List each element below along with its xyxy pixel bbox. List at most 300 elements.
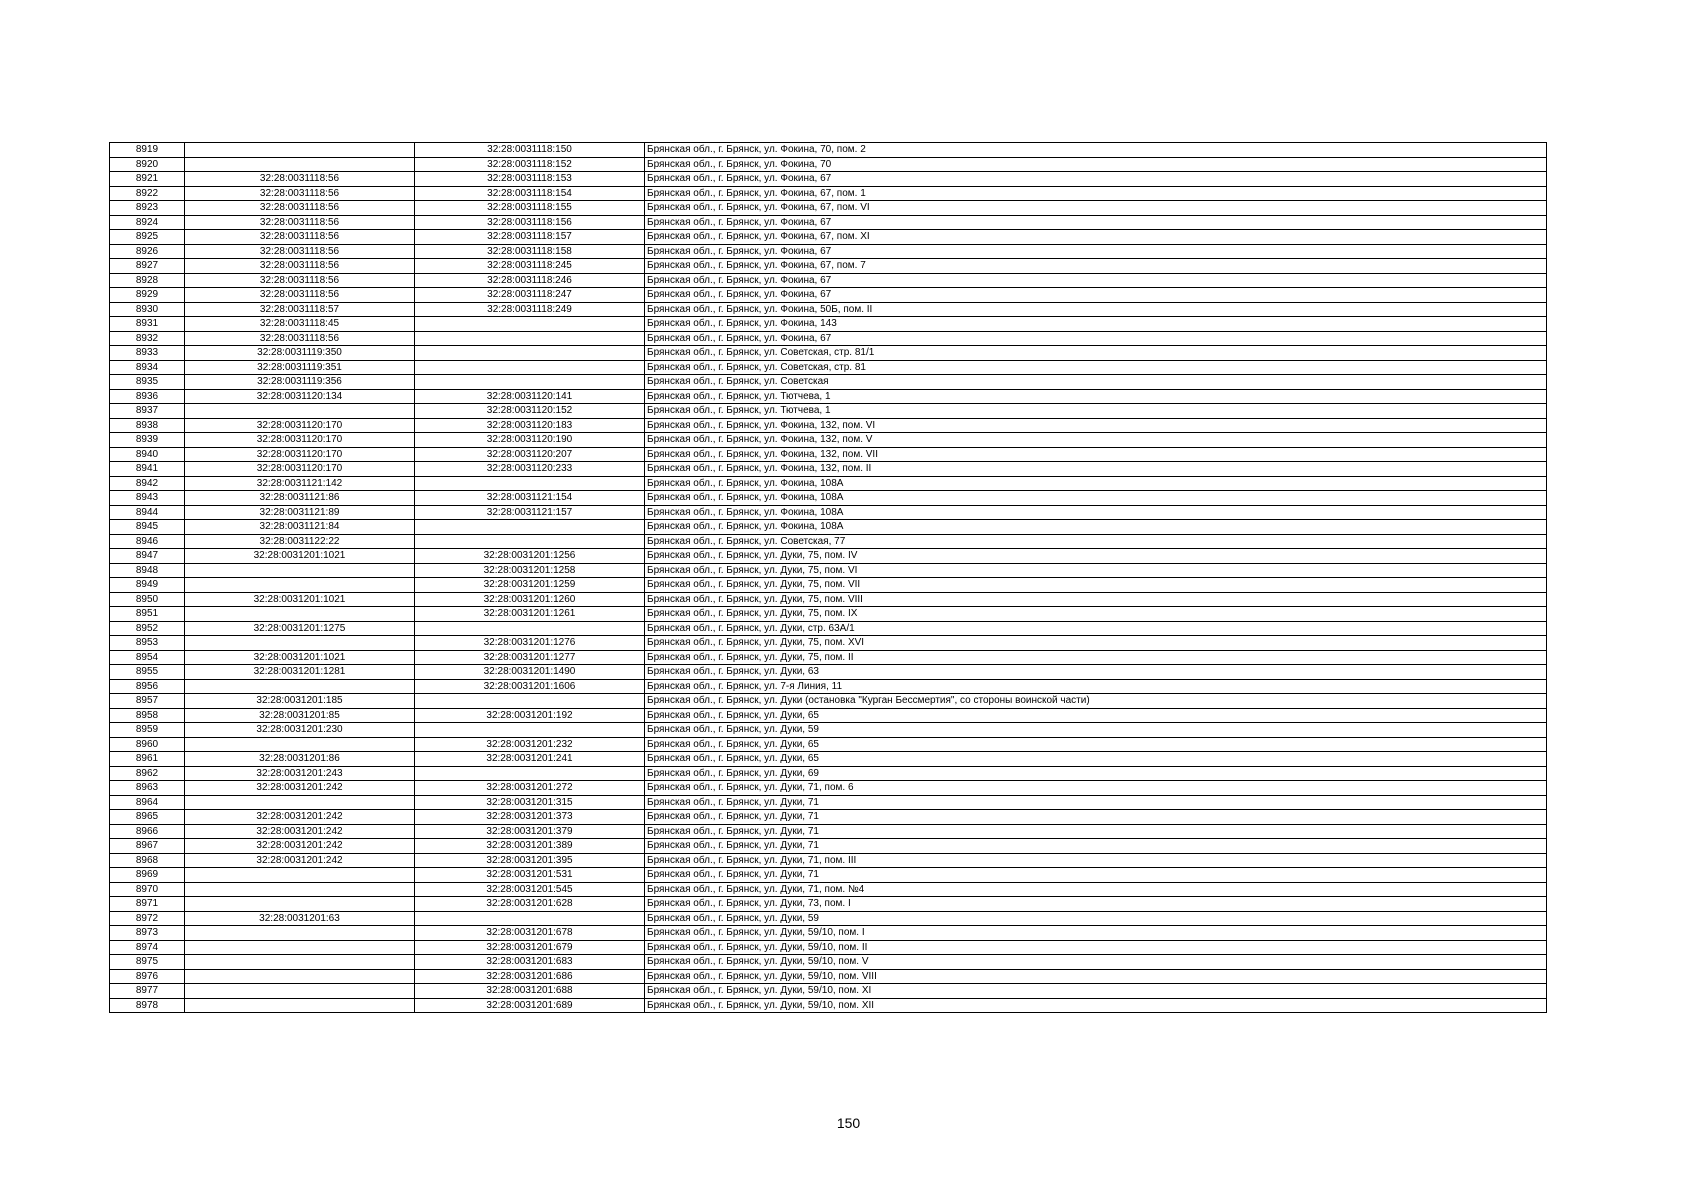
cadastral-number-cell: 32:28:0031120:141: [415, 389, 645, 404]
row-number-cell: 8927: [110, 259, 185, 274]
table-row: [110, 984, 1547, 999]
table-row: [110, 346, 1547, 361]
row-number-cell: 8958: [110, 708, 185, 723]
row-number-cell: 8974: [110, 940, 185, 955]
parent-cadastral-cell: 32:28:0031118:56: [185, 259, 415, 274]
parent-cadastral-cell: [185, 897, 415, 912]
row-number-cell: 8937: [110, 404, 185, 419]
row-number-cell: 8952: [110, 621, 185, 636]
address-cell: Брянская обл., г. Брянск, ул. Тютчева, 1: [645, 404, 1547, 419]
cadastral-number-cell: 32:28:0031201:628: [415, 897, 645, 912]
table-row: [110, 853, 1547, 868]
cadastral-number-cell: 32:28:0031201:545: [415, 882, 645, 897]
table-row: [110, 592, 1547, 607]
address-cell: Брянская обл., г. Брянск, ул. Фокина, 132, пом. II: [645, 462, 1547, 477]
cadastral-number-cell: 32:28:0031201:531: [415, 868, 645, 883]
cadastral-number-cell: 32:28:0031201:241: [415, 752, 645, 767]
table-row: [110, 215, 1547, 230]
cadastral-number-cell: [415, 723, 645, 738]
parent-cadastral-cell: 32:28:0031201:242: [185, 853, 415, 868]
address-cell: Брянская обл., г. Брянск, ул. Фокина, 108А: [645, 520, 1547, 535]
row-number-cell: 8976: [110, 969, 185, 984]
cadastral-number-cell: 32:28:0031118:155: [415, 201, 645, 216]
parent-cadastral-cell: [185, 969, 415, 984]
cadastral-number-cell: 32:28:0031118:158: [415, 244, 645, 259]
parent-cadastral-cell: 32:28:0031118:56: [185, 172, 415, 187]
table-row: [110, 955, 1547, 970]
parent-cadastral-cell: [185, 157, 415, 172]
parent-cadastral-cell: [185, 578, 415, 593]
parent-cadastral-cell: [185, 795, 415, 810]
table-row: [110, 810, 1547, 825]
table-row: [110, 926, 1547, 941]
parent-cadastral-cell: 32:28:0031119:351: [185, 360, 415, 375]
cadastral-table-body: [110, 143, 1547, 1013]
cadastral-number-cell: [415, 621, 645, 636]
cadastral-number-cell: 32:28:0031201:379: [415, 824, 645, 839]
cadastral-number-cell: 32:28:0031201:395: [415, 853, 645, 868]
row-number-cell: 8962: [110, 766, 185, 781]
cadastral-number-cell: 32:28:0031118:249: [415, 302, 645, 317]
table-row: [110, 723, 1547, 738]
address-cell: Брянская обл., г. Брянск, ул. Дуки, 71: [645, 795, 1547, 810]
table-row: [110, 940, 1547, 955]
row-number-cell: 8949: [110, 578, 185, 593]
row-number-cell: 8951: [110, 607, 185, 622]
parent-cadastral-cell: 32:28:0031201:1021: [185, 592, 415, 607]
address-cell: Брянская обл., г. Брянск, ул. Советская: [645, 375, 1547, 390]
row-number-cell: 8955: [110, 665, 185, 680]
parent-cadastral-cell: 32:28:0031201:1275: [185, 621, 415, 636]
row-number-cell: 8932: [110, 331, 185, 346]
parent-cadastral-cell: 32:28:0031201:230: [185, 723, 415, 738]
cadastral-number-cell: 32:28:0031120:207: [415, 447, 645, 462]
row-number-cell: 8973: [110, 926, 185, 941]
address-cell: Брянская обл., г. Брянск, ул. Фокина, 132, пом. VI: [645, 418, 1547, 433]
cadastral-number-cell: 32:28:0031201:1277: [415, 650, 645, 665]
address-cell: Брянская обл., г. Брянск, ул. Фокина, 67: [645, 172, 1547, 187]
row-number-cell: 8946: [110, 534, 185, 549]
row-number-cell: 8926: [110, 244, 185, 259]
cadastral-number-cell: [415, 331, 645, 346]
row-number-cell: 8950: [110, 592, 185, 607]
table-row: [110, 752, 1547, 767]
table-row: [110, 433, 1547, 448]
row-number-cell: 8944: [110, 505, 185, 520]
address-cell: Брянская обл., г. Брянск, ул. Советская, стр. 81: [645, 360, 1547, 375]
table-row: [110, 969, 1547, 984]
cadastral-number-cell: 32:28:0031201:373: [415, 810, 645, 825]
cadastral-number-cell: [415, 520, 645, 535]
parent-cadastral-cell: 32:28:0031119:350: [185, 346, 415, 361]
table-row: [110, 868, 1547, 883]
row-number-cell: 8971: [110, 897, 185, 912]
row-number-cell: 8947: [110, 549, 185, 564]
address-cell: Брянская обл., г. Брянск, ул. Фокина, 67: [645, 331, 1547, 346]
row-number-cell: 8968: [110, 853, 185, 868]
address-cell: Брянская обл., г. Брянск, ул. Фокина, 108А: [645, 491, 1547, 506]
parent-cadastral-cell: 32:28:0031118:45: [185, 317, 415, 332]
address-cell: Брянская обл., г. Брянск, ул. Дуки, 59/10, пом. I: [645, 926, 1547, 941]
row-number-cell: 8969: [110, 868, 185, 883]
address-cell: Брянская обл., г. Брянск, ул. Дуки, 69: [645, 766, 1547, 781]
address-cell: Брянская обл., г. Брянск, ул. Дуки, 71: [645, 839, 1547, 854]
row-number-cell: 8922: [110, 186, 185, 201]
parent-cadastral-cell: 32:28:0031118:56: [185, 288, 415, 303]
parent-cadastral-cell: [185, 926, 415, 941]
cadastral-number-cell: 32:28:0031120:183: [415, 418, 645, 433]
table-row: [110, 244, 1547, 259]
parent-cadastral-cell: [185, 636, 415, 651]
row-number-cell: 8977: [110, 984, 185, 999]
table-row: [110, 143, 1547, 158]
address-cell: Брянская обл., г. Брянск, ул. Фокина, 50Б, пом. II: [645, 302, 1547, 317]
table-row: [110, 317, 1547, 332]
parent-cadastral-cell: 32:28:0031120:170: [185, 462, 415, 477]
cadastral-number-cell: 32:28:0031201:1261: [415, 607, 645, 622]
parent-cadastral-cell: 32:28:0031120:170: [185, 447, 415, 462]
cadastral-number-cell: 32:28:0031118:152: [415, 157, 645, 172]
cadastral-number-cell: 32:28:0031201:1606: [415, 679, 645, 694]
parent-cadastral-cell: 32:28:0031201:86: [185, 752, 415, 767]
cadastral-number-cell: 32:28:0031118:247: [415, 288, 645, 303]
parent-cadastral-cell: 32:28:0031201:185: [185, 694, 415, 709]
table-row: [110, 505, 1547, 520]
address-cell: Брянская обл., г. Брянск, ул. Фокина, 108А: [645, 505, 1547, 520]
cadastral-number-cell: [415, 476, 645, 491]
address-cell: Брянская обл., г. Брянск, ул. Дуки, 75, пом. IV: [645, 549, 1547, 564]
cadastral-number-cell: 32:28:0031201:232: [415, 737, 645, 752]
row-number-cell: 8963: [110, 781, 185, 796]
row-number-cell: 8943: [110, 491, 185, 506]
table-row: [110, 172, 1547, 187]
cadastral-number-cell: [415, 346, 645, 361]
address-cell: Брянская обл., г. Брянск, ул. Фокина, 67: [645, 288, 1547, 303]
table-row: [110, 331, 1547, 346]
cadastral-number-cell: 32:28:0031201:315: [415, 795, 645, 810]
row-number-cell: 8919: [110, 143, 185, 158]
row-number-cell: 8925: [110, 230, 185, 245]
table-row: [110, 998, 1547, 1013]
parent-cadastral-cell: 32:28:0031118:56: [185, 215, 415, 230]
page-number: 150: [836, 1115, 861, 1131]
cadastral-number-cell: [415, 375, 645, 390]
address-cell: Брянская обл., г. Брянск, ул. Фокина, 132, пом. V: [645, 433, 1547, 448]
cadastral-number-cell: [415, 694, 645, 709]
address-cell: Брянская обл., г. Брянск, ул. Фокина, 67, пом. VI: [645, 201, 1547, 216]
parent-cadastral-cell: 32:28:0031121:142: [185, 476, 415, 491]
row-number-cell: 8975: [110, 955, 185, 970]
table-row: [110, 259, 1547, 274]
parent-cadastral-cell: 32:28:0031119:356: [185, 375, 415, 390]
address-cell: Брянская обл., г. Брянск, ул. Фокина, 67, пом. 7: [645, 259, 1547, 274]
address-cell: Брянская обл., г. Брянск, ул. Советская, 77: [645, 534, 1547, 549]
address-cell: Брянская обл., г. Брянск, ул. Дуки, 75, пом. VII: [645, 578, 1547, 593]
parent-cadastral-cell: 32:28:0031201:242: [185, 810, 415, 825]
table-row: [110, 302, 1547, 317]
cadastral-number-cell: [415, 534, 645, 549]
parent-cadastral-cell: [185, 737, 415, 752]
address-cell: Брянская обл., г. Брянск, ул. Дуки, 75, пом. II: [645, 650, 1547, 665]
parent-cadastral-cell: 32:28:0031201:1021: [185, 549, 415, 564]
parent-cadastral-cell: 32:28:0031118:56: [185, 331, 415, 346]
table-row: [110, 230, 1547, 245]
cadastral-number-cell: 32:28:0031201:678: [415, 926, 645, 941]
parent-cadastral-cell: 32:28:0031201:1281: [185, 665, 415, 680]
cadastral-number-cell: [415, 766, 645, 781]
table-row: [110, 447, 1547, 462]
row-number-cell: 8956: [110, 679, 185, 694]
parent-cadastral-cell: 32:28:0031201:1021: [185, 650, 415, 665]
address-cell: Брянская обл., г. Брянск, ул. Дуки, 71: [645, 868, 1547, 883]
address-cell: Брянская обл., г. Брянск, ул. Дуки, 59/10, пом. II: [645, 940, 1547, 955]
address-cell: Брянская обл., г. Брянск, ул. Фокина, 70: [645, 157, 1547, 172]
cadastral-number-cell: 32:28:0031201:689: [415, 998, 645, 1013]
table-row: [110, 491, 1547, 506]
address-cell: Брянская обл., г. Брянск, ул. Дуки, 71: [645, 824, 1547, 839]
row-number-cell: 8930: [110, 302, 185, 317]
cadastral-number-cell: 32:28:0031201:1490: [415, 665, 645, 680]
address-cell: Брянская обл., г. Брянск, ул. Дуки, 75, пом. XVI: [645, 636, 1547, 651]
table-row: [110, 650, 1547, 665]
row-number-cell: 8931: [110, 317, 185, 332]
cadastral-number-cell: [415, 360, 645, 375]
table-row: [110, 679, 1547, 694]
cadastral-number-cell: 32:28:0031201:272: [415, 781, 645, 796]
table-row: [110, 824, 1547, 839]
parent-cadastral-cell: 32:28:0031121:84: [185, 520, 415, 535]
row-number-cell: 8954: [110, 650, 185, 665]
address-cell: Брянская обл., г. Брянск, ул. Дуки, стр. 63А/1: [645, 621, 1547, 636]
parent-cadastral-cell: 32:28:0031118:56: [185, 273, 415, 288]
cadastral-number-cell: 32:28:0031201:683: [415, 955, 645, 970]
parent-cadastral-cell: [185, 404, 415, 419]
parent-cadastral-cell: 32:28:0031201:63: [185, 911, 415, 926]
row-number-cell: 8978: [110, 998, 185, 1013]
table-row: [110, 476, 1547, 491]
row-number-cell: 8934: [110, 360, 185, 375]
row-number-cell: 8935: [110, 375, 185, 390]
parent-cadastral-cell: [185, 868, 415, 883]
row-number-cell: 8929: [110, 288, 185, 303]
parent-cadastral-cell: 32:28:0031120:170: [185, 433, 415, 448]
parent-cadastral-cell: [185, 882, 415, 897]
table-row: [110, 781, 1547, 796]
cadastral-number-cell: 32:28:0031201:679: [415, 940, 645, 955]
row-number-cell: 8945: [110, 520, 185, 535]
table-row: [110, 665, 1547, 680]
table-row: [110, 288, 1547, 303]
table-row: [110, 911, 1547, 926]
cadastral-number-cell: 32:28:0031201:1259: [415, 578, 645, 593]
table-row: [110, 766, 1547, 781]
parent-cadastral-cell: 32:28:0031120:170: [185, 418, 415, 433]
address-cell: Брянская обл., г. Брянск, ул. Дуки, 75, пом. VIII: [645, 592, 1547, 607]
table-row: [110, 389, 1547, 404]
address-cell: Брянская обл., г. Брянск, ул. Дуки, 71, пом. III: [645, 853, 1547, 868]
address-cell: Брянская обл., г. Брянск, ул. Дуки, 71: [645, 810, 1547, 825]
cadastral-number-cell: 32:28:0031201:1260: [415, 592, 645, 607]
row-number-cell: 8948: [110, 563, 185, 578]
cadastral-number-cell: 32:28:0031118:157: [415, 230, 645, 245]
address-cell: Брянская обл., г. Брянск, ул. Дуки, 63: [645, 665, 1547, 680]
address-cell: Брянская обл., г. Брянск, ул. Дуки, 75, пом. VI: [645, 563, 1547, 578]
table-row: [110, 418, 1547, 433]
parent-cadastral-cell: 32:28:0031118:57: [185, 302, 415, 317]
parent-cadastral-cell: 32:28:0031201:243: [185, 766, 415, 781]
table-row: [110, 404, 1547, 419]
row-number-cell: 8966: [110, 824, 185, 839]
cadastral-number-cell: 32:28:0031118:245: [415, 259, 645, 274]
table-row: [110, 578, 1547, 593]
address-cell: Брянская обл., г. Брянск, ул. Советская, стр. 81/1: [645, 346, 1547, 361]
row-number-cell: 8964: [110, 795, 185, 810]
table-row: [110, 534, 1547, 549]
row-number-cell: 8938: [110, 418, 185, 433]
address-cell: Брянская обл., г. Брянск, ул. Тютчева, 1: [645, 389, 1547, 404]
address-cell: Брянская обл., г. Брянск, ул. Фокина, 132, пом. VII: [645, 447, 1547, 462]
row-number-cell: 8959: [110, 723, 185, 738]
row-number-cell: 8933: [110, 346, 185, 361]
address-cell: Брянская обл., г. Брянск, ул. 7-я Линия, 11: [645, 679, 1547, 694]
table-row: [110, 708, 1547, 723]
row-number-cell: 8965: [110, 810, 185, 825]
row-number-cell: 8972: [110, 911, 185, 926]
cadastral-number-cell: 32:28:0031120:233: [415, 462, 645, 477]
parent-cadastral-cell: 32:28:0031121:86: [185, 491, 415, 506]
row-number-cell: 8939: [110, 433, 185, 448]
address-cell: Брянская обл., г. Брянск, ул. Дуки, 59: [645, 911, 1547, 926]
cadastral-number-cell: 32:28:0031118:154: [415, 186, 645, 201]
address-cell: Брянская обл., г. Брянск, ул. Фокина, 70, пом. 2: [645, 143, 1547, 158]
parent-cadastral-cell: [185, 607, 415, 622]
address-cell: Брянская обл., г. Брянск, ул. Дуки, 59/10, пом. V: [645, 955, 1547, 970]
address-cell: Брянская обл., г. Брянск, ул. Фокина, 143: [645, 317, 1547, 332]
cadastral-number-cell: 32:28:0031201:1276: [415, 636, 645, 651]
parent-cadastral-cell: 32:28:0031122:22: [185, 534, 415, 549]
parent-cadastral-cell: 32:28:0031201:242: [185, 824, 415, 839]
cadastral-number-cell: 32:28:0031201:192: [415, 708, 645, 723]
address-cell: Брянская обл., г. Брянск, ул. Фокина, 67, пом. XI: [645, 230, 1547, 245]
cadastral-number-cell: 32:28:0031201:688: [415, 984, 645, 999]
cadastral-number-cell: 32:28:0031120:152: [415, 404, 645, 419]
row-number-cell: 8921: [110, 172, 185, 187]
cadastral-number-cell: 32:28:0031118:156: [415, 215, 645, 230]
row-number-cell: 8920: [110, 157, 185, 172]
row-number-cell: 8941: [110, 462, 185, 477]
row-number-cell: 8923: [110, 201, 185, 216]
row-number-cell: 8928: [110, 273, 185, 288]
row-number-cell: 8940: [110, 447, 185, 462]
cadastral-number-cell: [415, 911, 645, 926]
cadastral-number-cell: 32:28:0031201:1258: [415, 563, 645, 578]
table-row: [110, 563, 1547, 578]
parent-cadastral-cell: [185, 998, 415, 1013]
table-row: [110, 737, 1547, 752]
parent-cadastral-cell: 32:28:0031118:56: [185, 230, 415, 245]
table-row: [110, 795, 1547, 810]
table-row: [110, 607, 1547, 622]
table-row: [110, 839, 1547, 854]
row-number-cell: 8957: [110, 694, 185, 709]
parent-cadastral-cell: 32:28:0031118:56: [185, 244, 415, 259]
address-cell: Брянская обл., г. Брянск, ул. Дуки, 73, пом. I: [645, 897, 1547, 912]
table-row: [110, 201, 1547, 216]
row-number-cell: 8924: [110, 215, 185, 230]
cadastral-number-cell: 32:28:0031201:389: [415, 839, 645, 854]
cadastral-number-cell: 32:28:0031201:1256: [415, 549, 645, 564]
address-cell: Брянская обл., г. Брянск, ул. Фокина, 108А: [645, 476, 1547, 491]
table-row: [110, 549, 1547, 564]
cadastral-number-cell: 32:28:0031118:150: [415, 143, 645, 158]
table-row: [110, 621, 1547, 636]
address-cell: Брянская обл., г. Брянск, ул. Фокина, 67: [645, 273, 1547, 288]
parent-cadastral-cell: 32:28:0031201:85: [185, 708, 415, 723]
cadastral-number-cell: [415, 317, 645, 332]
table-row: [110, 157, 1547, 172]
address-cell: Брянская обл., г. Брянск, ул. Фокина, 67: [645, 244, 1547, 259]
table-row: [110, 375, 1547, 390]
address-cell: Брянская обл., г. Брянск, ул. Дуки, 59/10, пом. VIII: [645, 969, 1547, 984]
cadastral-number-cell: 32:28:0031118:153: [415, 172, 645, 187]
address-cell: Брянская обл., г. Брянск, ул. Дуки, 65: [645, 752, 1547, 767]
table-row: [110, 462, 1547, 477]
address-cell: Брянская обл., г. Брянск, ул. Дуки, 65: [645, 708, 1547, 723]
row-number-cell: 8936: [110, 389, 185, 404]
table-row: [110, 360, 1547, 375]
parent-cadastral-cell: 32:28:0031201:242: [185, 781, 415, 796]
address-cell: Брянская обл., г. Брянск, ул. Дуки, 65: [645, 737, 1547, 752]
address-cell: Брянская обл., г. Брянск, ул. Дуки, 75, пом. IX: [645, 607, 1547, 622]
address-cell: Брянская обл., г. Брянск, ул. Дуки, 59/10, пом. XII: [645, 998, 1547, 1013]
cadastral-number-cell: 32:28:0031121:157: [415, 505, 645, 520]
parent-cadastral-cell: 32:28:0031118:56: [185, 186, 415, 201]
parent-cadastral-cell: 32:28:0031201:242: [185, 839, 415, 854]
parent-cadastral-cell: [185, 563, 415, 578]
cadastral-number-cell: 32:28:0031201:686: [415, 969, 645, 984]
cadastral-number-cell: 32:28:0031118:246: [415, 273, 645, 288]
cadastral-table: [109, 142, 1547, 1013]
row-number-cell: 8960: [110, 737, 185, 752]
parent-cadastral-cell: 32:28:0031120:134: [185, 389, 415, 404]
row-number-cell: 8942: [110, 476, 185, 491]
address-cell: Брянская обл., г. Брянск, ул. Дуки (остановка "Курган Бессмертия", со стороны воинской части): [645, 694, 1547, 709]
address-cell: Брянская обл., г. Брянск, ул. Дуки, 71, пом. №4: [645, 882, 1547, 897]
parent-cadastral-cell: [185, 143, 415, 158]
address-cell: Брянская обл., г. Брянск, ул. Фокина, 67, пом. 1: [645, 186, 1547, 201]
table-row: [110, 636, 1547, 651]
cadastral-number-cell: 32:28:0031120:190: [415, 433, 645, 448]
address-cell: Брянская обл., г. Брянск, ул. Дуки, 59/10, пом. XI: [645, 984, 1547, 999]
table-row: [110, 882, 1547, 897]
parent-cadastral-cell: 32:28:0031121:89: [185, 505, 415, 520]
parent-cadastral-cell: 32:28:0031118:56: [185, 201, 415, 216]
parent-cadastral-cell: [185, 679, 415, 694]
table-row: [110, 273, 1547, 288]
row-number-cell: 8970: [110, 882, 185, 897]
parent-cadastral-cell: [185, 984, 415, 999]
row-number-cell: 8961: [110, 752, 185, 767]
row-number-cell: 8953: [110, 636, 185, 651]
table-row: [110, 897, 1547, 912]
parent-cadastral-cell: [185, 940, 415, 955]
address-cell: Брянская обл., г. Брянск, ул. Дуки, 59: [645, 723, 1547, 738]
table-row: [110, 520, 1547, 535]
cadastral-number-cell: 32:28:0031121:154: [415, 491, 645, 506]
address-cell: Брянская обл., г. Брянск, ул. Фокина, 67: [645, 215, 1547, 230]
row-number-cell: 8967: [110, 839, 185, 854]
table-row: [110, 186, 1547, 201]
